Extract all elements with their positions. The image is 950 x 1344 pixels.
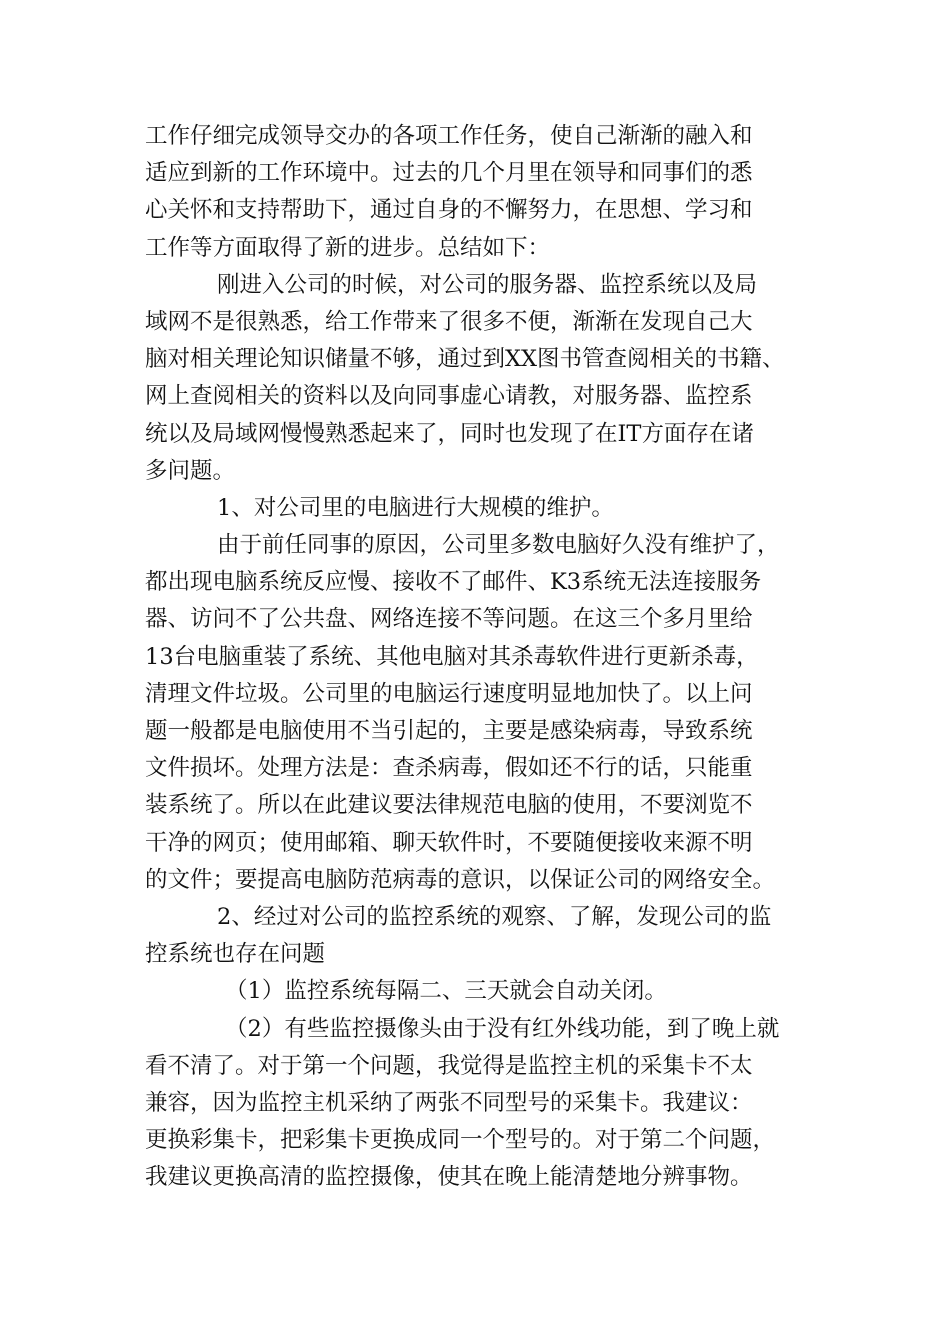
text-line: 控系统也存在问题 bbox=[145, 941, 326, 968]
text-line: 干净的网页；使用邮箱、聊天软件时，不要随便接收来源不明 bbox=[145, 829, 753, 856]
text-line: 题一般都是电脑使用不当引起的，主要是感染病毒，导致系统 bbox=[145, 718, 753, 744]
section-heading: 2、经过对公司的监控系统的观察、了解，发现公司的监 bbox=[217, 903, 772, 930]
list-item: （1）监控系统每隔二、三天就会自动关闭。 bbox=[225, 978, 667, 1005]
text-line: 文件损坏。处理方法是：查杀病毒，假如还不行的话，只能重 bbox=[145, 755, 753, 782]
text-line: 清理文件垃圾。公司里的电脑运行速度明显地加快了。以上问 bbox=[145, 680, 753, 707]
text-line: 刚进入公司的时候，对公司的服务器、监控系统以及局 bbox=[217, 271, 758, 298]
text-line: 的文件；要提高电脑防范病毒的意识，以保证公司的网络安全。 bbox=[145, 866, 776, 893]
section-heading: 1、对公司里的电脑进行大规模的维护。 bbox=[217, 494, 614, 521]
text-line: 统以及局域网慢慢熟悉起来了，同时也发现了在IT方面存在诸 bbox=[145, 420, 754, 447]
text-line: 心关怀和支持帮助下，通过自身的不懈努力，在思想、学习和 bbox=[145, 197, 753, 224]
text-line: 工作仔细完成领导交办的各项工作任务，使自己渐渐的融入和 bbox=[145, 123, 753, 149]
text-line: 都出现电脑系统反应慢、接收不了邮件、K3系统无法连接服务 bbox=[145, 569, 762, 596]
text-line: 由于前任同事的原因，公司里多数电脑好久没有维护了， bbox=[217, 532, 780, 559]
list-item: （2）有些监控摄像头由于没有红外线功能，到了晚上就 bbox=[225, 1015, 780, 1042]
text-line: 看不清了。对于第一个问题，我觉得是监控主机的采集卡不太 bbox=[145, 1052, 753, 1079]
document-body bbox=[145, 118, 815, 1196]
text-line: 工作等方面取得了新的进步。总结如下： bbox=[145, 234, 551, 261]
text-line: 更换彩集卡，把彩集卡更换成同一个型号的。对于第二个问题， bbox=[145, 1127, 776, 1154]
text-line: 适应到新的工作环境中。过去的几个月里在领导和同事们的悉 bbox=[145, 160, 753, 187]
text-line: 多问题。 bbox=[145, 457, 236, 484]
text-line: 器、访问不了公共盘、网络连接不等问题。在这三个多月里给 bbox=[145, 606, 753, 633]
text-line: 我建议更换高清的监控摄像，使其在晚上能清楚地分辨事物。 bbox=[145, 1164, 753, 1191]
text-line: 网上查阅相关的资料以及向同事虚心请教，对服务器、监控系 bbox=[145, 383, 753, 410]
text-line: 域网不是很熟悉，给工作带来了很多不便，渐渐在发现自己大 bbox=[145, 308, 753, 335]
text-line: 脑对相关理论知识储量不够，通过到XX图书管查阅相关的书籍、 bbox=[145, 346, 785, 373]
text-line: 装系统了。所以在此建议要法律规范电脑的使用，不要浏览不 bbox=[145, 792, 753, 819]
text-line: 兼容，因为监控主机采纳了两张不同型号的采集卡。我建议： bbox=[145, 1089, 753, 1116]
text-line: 13台电脑重装了系统、其他电脑对其杀毒软件进行更新杀毒， bbox=[145, 643, 759, 670]
